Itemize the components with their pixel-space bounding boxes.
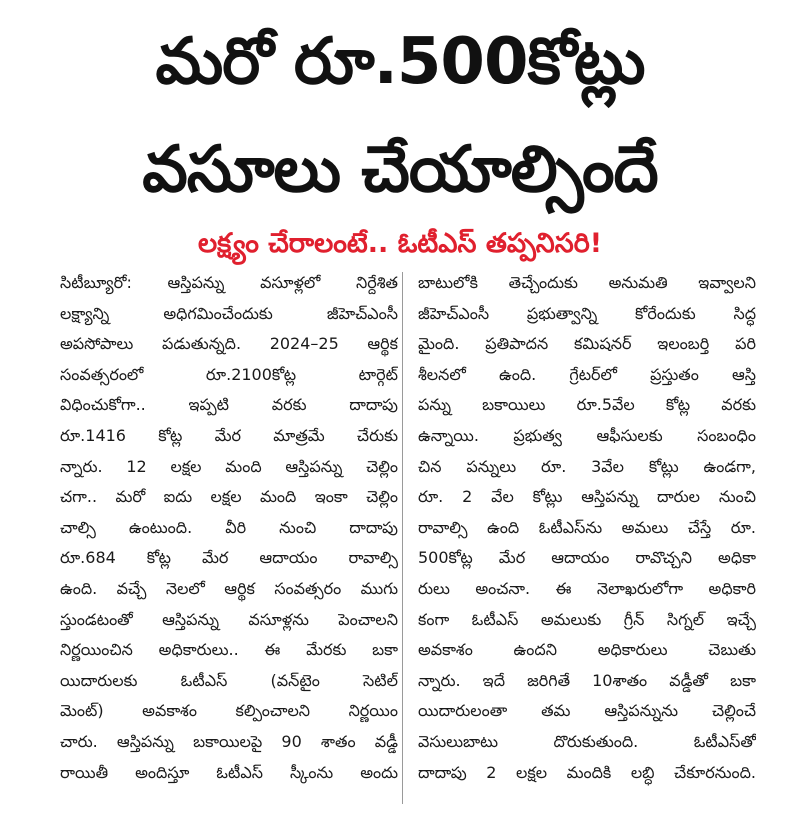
text-line: రులు అంచనా. ఈ నెలాఖరులోగా అధికారి xyxy=(418,578,756,598)
text-line: యిదారులంతా తమ ఆస్తిపన్నును చెల్లించే xyxy=(418,701,756,721)
text-line: లక్ష్యాన్ని అధిగమించేందుకు జీహెచ్ఎంసీ xyxy=(60,303,398,323)
text-line: అవకాశం ఉందని అధికారులు చెబుతు xyxy=(418,640,756,660)
text-line: న్నారు. ఇదే జరిగితే 10శాతం వడ్డీతో బకా xyxy=(418,670,756,690)
text-line: దాదాపు 2 లక్షల మందికి లబ్ధి చేకూరనుంది. xyxy=(418,762,756,782)
text-line: సిటీబ్యూరో: ఆస్తిపన్ను వసూళ్లలో నిర్దేశిత xyxy=(60,273,398,292)
text-line: ఉన్నాయి. ప్రభుత్వ ఆఫీసులకు సంబంధిం xyxy=(418,425,756,445)
text-line: చారు. ఆస్తిపన్ను బకాయిలపై 90 శాతం వడ్డీ xyxy=(60,731,398,751)
text-line: యిదారులకు ఓటీఎస్ (వన్‌టైం సెటిల్ xyxy=(60,670,398,690)
text-line: శీలనలో ఉంది. గ్రేటర్‌లో ప్రస్తుతం ఆస్తి xyxy=(418,364,756,384)
text-line: ఉంది. వచ్చే నెలలో ఆర్థిక సంవత్సరం ముగు xyxy=(60,578,398,598)
article-column-left xyxy=(60,268,398,788)
article-column-right xyxy=(418,268,756,788)
text-line: వెసులుబాటు దొరుకుతుంది. ఓటీఎస్‌తో xyxy=(418,731,756,751)
text-line: న్నారు. 12 లక్షల మంది ఆస్తిపన్ను చెల్లిం xyxy=(60,456,398,476)
text-line: చగా.. మరో ఐదు లక్షల మంది ఇంకా చెల్లిం xyxy=(60,487,398,507)
text-line: చాల్సి ఉంటుంది. వీరి నుంచి దాదాపు xyxy=(60,517,398,537)
column-divider xyxy=(402,272,403,804)
text-line: కంగా ఓటీఎస్ అమలుకు గ్రీన్ సిగ్నల్ ఇచ్చే xyxy=(418,609,756,629)
text-line: జీహెచ్ఎంసీ ప్రభుత్వాన్ని కోరేందుకు సిద్ధ xyxy=(418,303,756,323)
text-line: విధించుకోగా.. ఇప్పటి వరకు దాదాపు xyxy=(60,395,398,415)
text-line: మైంది. ప్రతిపాదన కమిషనర్ ఇలంబర్తి పరి xyxy=(418,334,756,354)
text-line: సంవత్సరంలో రూ.2100కోట్ల టార్గెట్ xyxy=(60,364,398,384)
text-line: చిన పన్నులు రూ. 3వేల కోట్లు ఉండగా, xyxy=(418,456,756,476)
headline-line-1: మరో రూ.500కోట్లు xyxy=(155,25,645,99)
text-line: బాటులోకి తెచ్చేందుకు అనుమతి ఇవ్వాలని xyxy=(418,273,756,292)
text-line: రావాల్సి ఉంది ఓటీఎస్‌ను అమలు చేస్తే రూ. xyxy=(418,517,756,537)
text-line: రూ.1416 కోట్ల మేర మాత్రమే చేరుకు xyxy=(60,425,398,445)
text-line: రాయితీ అందిస్తూ ఓటీఎస్ స్కీంను అందు xyxy=(60,762,398,782)
text-line: మెంట్) అవకాశం కల్పించాలని నిర్ణయిం xyxy=(60,701,398,721)
subheadline: లక్ష్యం చేరాలంటే.. ఓటీఎస్ తప్పనిసరి! xyxy=(197,228,603,259)
text-line: రూ. 2 వేల కోట్లు ఆస్తిపన్ను దారుల నుంచి xyxy=(418,487,756,507)
text-line: 500కోట్ల మేర ఆదాయం రావొచ్చని అధికా xyxy=(418,548,756,568)
text-line: రూ.684 కోట్ల మేర ఆదాయం రావాల్సి xyxy=(60,548,398,568)
text-line: అపసోపాలు పడుతున్నది. 2024–25 ఆర్థిక xyxy=(60,334,398,354)
text-line: పన్ను బకాయిలు రూ.5వేల కోట్ల వరకు xyxy=(418,395,756,415)
headline-line-2: వసూలు చేయాల్సిందే xyxy=(142,133,658,207)
text-line: స్తుండటంతో ఆస్తిపన్ను వసూళ్లను పెంచాలని xyxy=(60,609,398,629)
text-line: నిర్ణయించిన అధికారులు.. ఈ మేరకు బకా xyxy=(60,640,398,660)
